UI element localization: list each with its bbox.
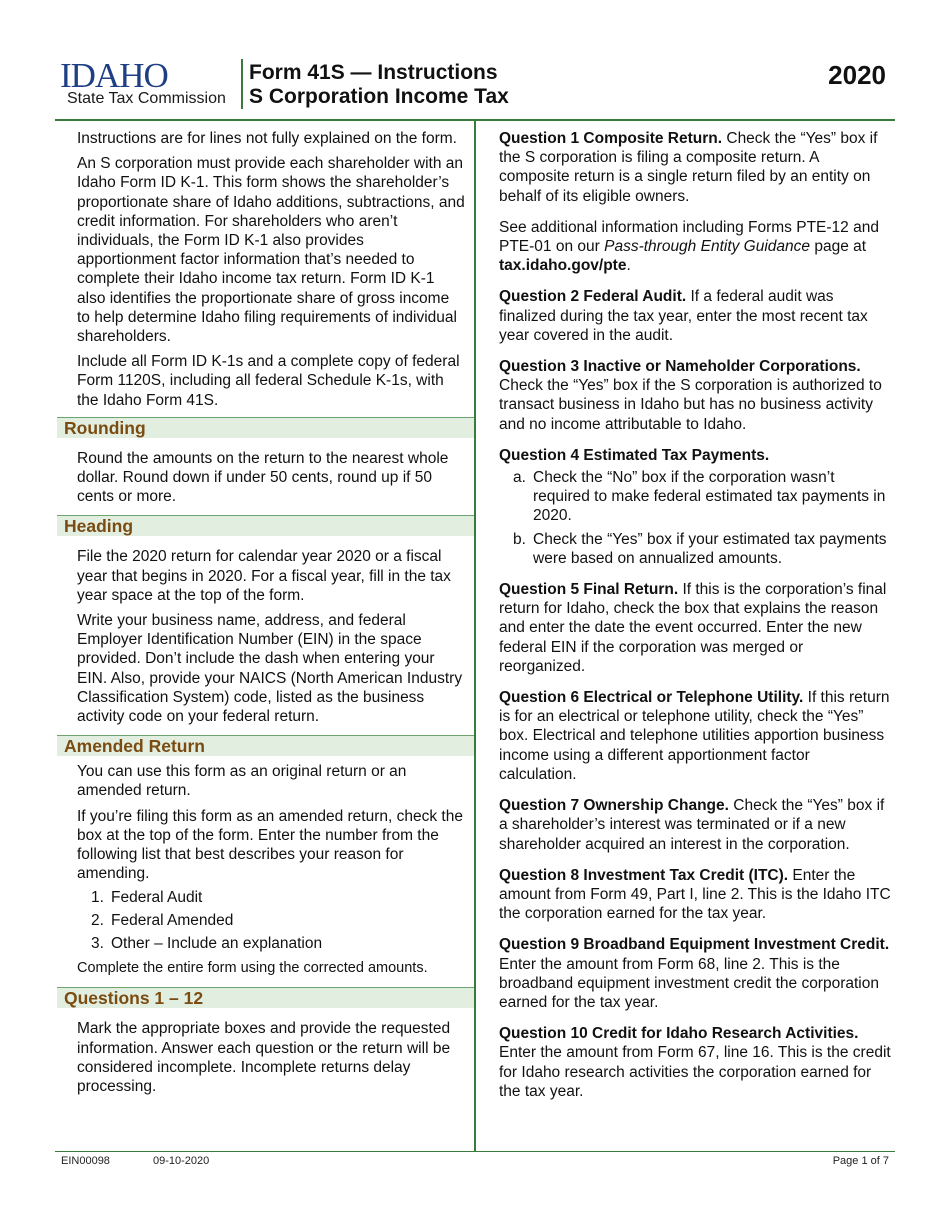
question-text: Check the “Yes” box if the S corporation is authorized to transact business in Idaho but has no business activity and no income attributable to Idaho.	[499, 377, 882, 433]
see-info-paragraph	[499, 218, 891, 276]
section-heading-rounding: Rounding	[57, 417, 474, 438]
question-4-title	[499, 446, 891, 465]
question-1	[499, 129, 891, 206]
logo-subtitle: State Tax Commission	[67, 90, 226, 107]
guidance-page-name: Pass-through Entity Guidance	[604, 238, 811, 256]
question-title: Question 6 Electrical or Telephone Utility.	[499, 689, 804, 707]
list-letter: a.	[513, 469, 526, 487]
form-code: EIN00098	[61, 1155, 110, 1167]
questions-paragraph: Mark the appropriate boxes and provide the requested information. Answer each question or the return will be considered incomplete. Incomplete returns delay processing.	[77, 1020, 451, 1095]
amended-paragraph: Complete the entire form using the corrected amounts.	[77, 960, 428, 977]
question-9	[499, 935, 891, 1012]
question-title: Question 3 Inactive or Nameholder Corporations.	[499, 358, 861, 376]
list-number: 3.	[91, 934, 104, 952]
list-item	[499, 468, 891, 526]
section-amended-return	[57, 735, 474, 978]
question-5	[499, 580, 891, 676]
amended-reason-list	[57, 888, 474, 954]
form-title-line2: S Corporation Income Tax	[249, 85, 509, 108]
intro-paragraph: An S corporation must provide each shareholder with an Idaho Form ID K-1. This form shows the shareholder’s proportionate share of Idaho additions, subtractions, and credit information. For shareholders who aren’t individuals, the Form ID K-1 also provides apportionment factor information that’s needed to complete their Idaho income tax return. Form ID K-1 also identifies the proportionate share of gross income to help determine Idaho filing requirements of individual shareholders.	[77, 155, 465, 346]
question-text: Check the “Yes” box if the S corporation is filing a composite return. A composite return is a single return filed by an entity on behalf of its eligible owners.	[499, 130, 878, 205]
see-info-pre: See additional information including Forms PTE-12 and PTE-01 on our	[499, 218, 879, 256]
question-10	[499, 1024, 891, 1101]
question-title: Question 10 Credit for Idaho Research Activities.	[499, 1025, 859, 1043]
amended-paragraph: If you’re filing this form as an amended return, check the box at the top of the form. Enter the number from the following list that best describes your reason for amending.	[77, 807, 463, 883]
section-heading-amended: Amended Return	[57, 735, 474, 756]
page-number: Page 1 of 7	[832, 1155, 889, 1167]
list-text: Check the “No” box if the corporation wasn’t required to make federal estimated tax payments in 2020.	[533, 469, 886, 525]
section-heading-heading: Heading	[57, 515, 474, 536]
idaho-logo	[60, 58, 238, 110]
section-rounding	[57, 417, 474, 507]
heading-paragraph: File the 2020 return for calendar year 2020 or a fiscal year that begins in 2020. For a fiscal year, fill in the tax year space at the top of the form.	[77, 548, 451, 604]
list-text: Other – Include an explanation	[111, 934, 323, 952]
section-heading	[57, 515, 474, 726]
list-item	[499, 530, 891, 568]
question-text: Enter the amount from Form 67, line 16. This is the credit for Idaho research activities the corporation earned for the tax year.	[499, 1044, 891, 1100]
list-letter: b.	[513, 530, 526, 548]
intro-paragraph: Instructions are for lines not fully explained on the form.	[77, 130, 457, 147]
pte-url: tax.idaho.gov/pte	[499, 257, 627, 275]
question-title: Question 5 Final Return.	[499, 581, 679, 599]
question-text: Enter the amount from Form 68, line 2. This is the broadband equipment investment credit the corporation earned for the tax year.	[499, 955, 879, 1011]
list-item	[77, 911, 474, 930]
question-3	[499, 357, 891, 434]
list-text: Federal Audit	[111, 888, 203, 906]
see-info-mid: page at	[810, 238, 867, 256]
question-title: Question 1 Composite Return.	[499, 130, 723, 147]
form-title	[249, 61, 509, 109]
logo-wordmark: IDAHO	[60, 56, 168, 95]
question-title: Question 4 Estimated Tax Payments.	[499, 446, 770, 464]
tax-year: 2020	[828, 60, 886, 90]
question-title: Question 2 Federal Audit.	[499, 288, 687, 306]
rounding-paragraph: Round the amounts on the return to the nearest whole dollar. Round down if under 50 cents, round up if 50 cents or more.	[77, 449, 449, 506]
question-title: Question 8 Investment Tax Credit (ITC).	[499, 866, 789, 884]
left-column	[57, 129, 474, 1096]
question-title: Question 9 Broadband Equipment Investment Credit.	[499, 936, 890, 954]
list-item	[77, 934, 474, 953]
question-text: Check the “Yes” box if a shareholder’s interest was terminated or if a new shareholder acquired an interest in the corporation.	[499, 797, 885, 853]
question-text: Enter the amount from Form 49, Part I, line 2. This is the Idaho ITC the corporation earned for the tax year.	[499, 866, 891, 923]
question-4-list	[499, 468, 891, 568]
list-number: 1.	[91, 888, 104, 906]
question-7	[499, 796, 891, 854]
revision-date: 09-10-2020	[153, 1155, 210, 1167]
question-text: If this is the corporation’s final return for Idaho, check the box that explains the reason and enter the date the event occurred. Enter the new federal EIN if the corporation was merged or reorganized.	[499, 581, 887, 675]
list-text: Check the “Yes” box if your estimated tax payments were based on annualized amounts.	[533, 530, 887, 567]
question-text: If this return is for an electrical or telephone utility, check the “Yes” box. Electrical and telephone utilities apportion business income using a different apportionment factor calculation.	[499, 689, 890, 783]
heading-paragraph: Write your business name, address, and federal Employer Identification Number (EIN) in the space provided. Don’t include the dash when entering your EIN. Also, provide your NAICS (North American Industry Classification System) code, listed as the business activity code on your federal return.	[77, 612, 463, 726]
list-item	[77, 888, 474, 907]
section-questions	[57, 987, 474, 1096]
footer-rule	[55, 1151, 895, 1152]
question-text: If a federal audit was finalized during the tax year, enter the most recent tax year covered in the audit.	[499, 288, 868, 344]
intro-paragraph: Include all Form ID K-1s and a complete copy of federal Form 1120S, including all federal Schedule K-1s, with the Idaho Form 41S.	[77, 353, 460, 409]
amended-paragraph: You can use this form as an original return or an amended return.	[77, 763, 407, 800]
section-heading-questions: Questions 1 – 12	[57, 987, 474, 1008]
right-column	[499, 129, 891, 1101]
question-6	[499, 688, 891, 784]
see-info-post: .	[626, 257, 631, 275]
list-text: Federal Amended	[111, 911, 234, 929]
list-number: 2.	[91, 911, 104, 929]
form-title-line1: Form 41S — Instructions	[249, 61, 498, 84]
question-2	[499, 287, 891, 345]
question-8	[499, 866, 891, 924]
header-divider	[241, 59, 243, 109]
question-title: Question 7 Ownership Change.	[499, 797, 729, 815]
column-divider	[474, 119, 476, 1152]
